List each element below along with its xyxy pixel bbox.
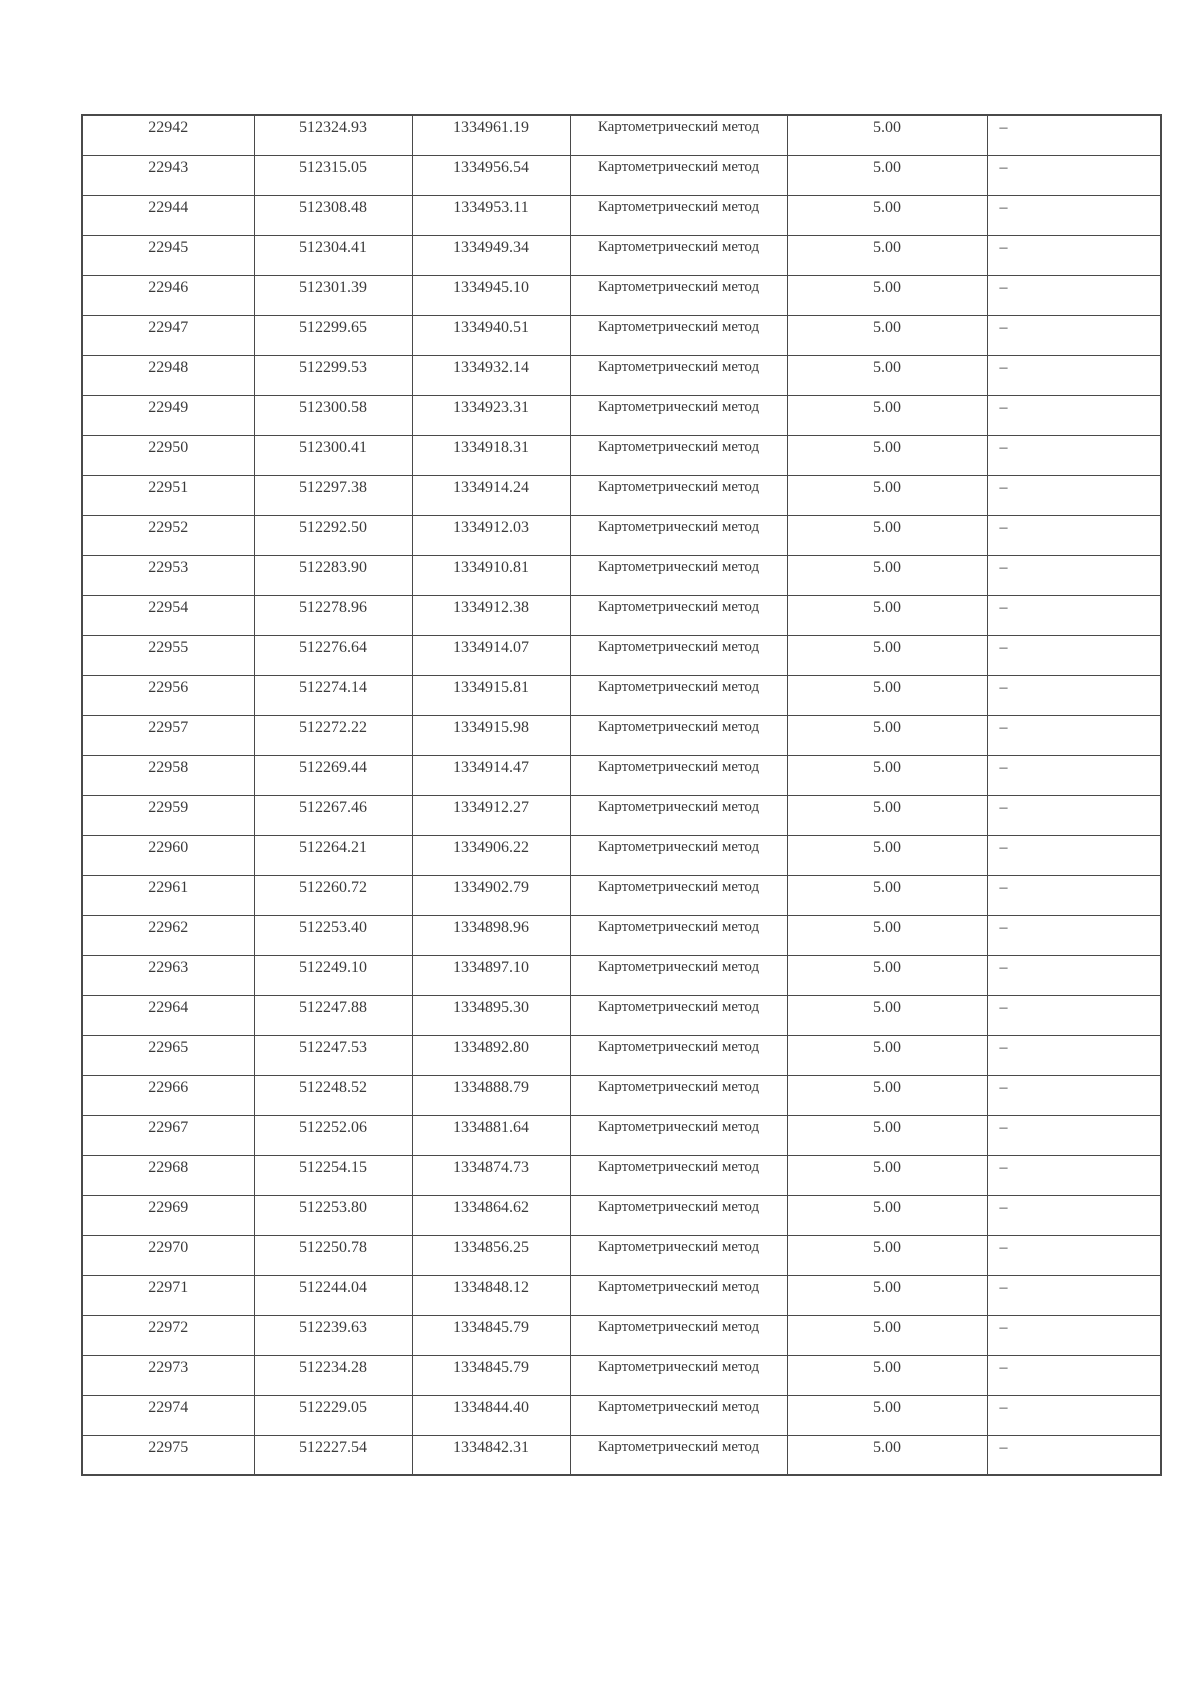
table-row	[82, 1195, 1161, 1235]
table-row	[82, 515, 1161, 555]
y-coordinate-cell: 1334949.34	[412, 235, 570, 275]
point-number-cell: 22974	[82, 1395, 254, 1435]
point-number-cell: 22947	[82, 315, 254, 355]
y-coordinate-cell: 1334915.81	[412, 675, 570, 715]
coordinates-table	[81, 114, 1162, 1476]
table-row	[82, 395, 1161, 435]
note-cell: –	[987, 235, 1161, 275]
method-cell: Картометрический метод	[570, 915, 787, 955]
point-number-cell: 22955	[82, 635, 254, 675]
x-coordinate-cell: 512304.41	[254, 235, 412, 275]
note-cell: –	[987, 315, 1161, 355]
note-cell: –	[987, 155, 1161, 195]
x-coordinate-cell: 512264.21	[254, 835, 412, 875]
x-coordinate-cell: 512234.28	[254, 1355, 412, 1395]
x-coordinate-cell: 512278.96	[254, 595, 412, 635]
note-cell: –	[987, 1075, 1161, 1115]
note-cell: –	[987, 1315, 1161, 1355]
x-coordinate-cell: 512308.48	[254, 195, 412, 235]
note-cell: –	[987, 995, 1161, 1035]
y-coordinate-cell: 1334923.31	[412, 395, 570, 435]
y-coordinate-cell: 1334897.10	[412, 955, 570, 995]
x-coordinate-cell: 512252.06	[254, 1115, 412, 1155]
x-coordinate-cell: 512292.50	[254, 515, 412, 555]
method-cell: Картометрический метод	[570, 195, 787, 235]
x-coordinate-cell: 512276.64	[254, 635, 412, 675]
y-coordinate-cell: 1334864.62	[412, 1195, 570, 1235]
accuracy-cell: 5.00	[787, 275, 987, 315]
point-number-cell: 22950	[82, 435, 254, 475]
note-cell: –	[987, 755, 1161, 795]
y-coordinate-cell: 1334902.79	[412, 875, 570, 915]
table-row	[82, 435, 1161, 475]
note-cell: –	[987, 1115, 1161, 1155]
accuracy-cell: 5.00	[787, 1235, 987, 1275]
table-body	[82, 115, 1161, 1475]
note-cell: –	[987, 955, 1161, 995]
table-row	[82, 835, 1161, 875]
table-row	[82, 1155, 1161, 1195]
point-number-cell: 22961	[82, 875, 254, 915]
method-cell: Картометрический метод	[570, 1435, 787, 1475]
x-coordinate-cell: 512299.53	[254, 355, 412, 395]
y-coordinate-cell: 1334914.47	[412, 755, 570, 795]
note-cell: –	[987, 355, 1161, 395]
note-cell: –	[987, 915, 1161, 955]
table-row	[82, 155, 1161, 195]
table-row	[82, 555, 1161, 595]
note-cell: –	[987, 1195, 1161, 1235]
x-coordinate-cell: 512299.65	[254, 315, 412, 355]
table-row	[82, 1435, 1161, 1475]
x-coordinate-cell: 512300.41	[254, 435, 412, 475]
table-row	[82, 355, 1161, 395]
table-row	[82, 755, 1161, 795]
y-coordinate-cell: 1334912.38	[412, 595, 570, 635]
x-coordinate-cell: 512254.15	[254, 1155, 412, 1195]
accuracy-cell: 5.00	[787, 115, 987, 155]
point-number-cell: 22970	[82, 1235, 254, 1275]
accuracy-cell: 5.00	[787, 1395, 987, 1435]
method-cell: Картометрический метод	[570, 355, 787, 395]
point-number-cell: 22968	[82, 1155, 254, 1195]
table-row	[82, 675, 1161, 715]
y-coordinate-cell: 1334881.64	[412, 1115, 570, 1155]
note-cell: –	[987, 795, 1161, 835]
table-row	[82, 955, 1161, 995]
accuracy-cell: 5.00	[787, 1315, 987, 1355]
point-number-cell: 22964	[82, 995, 254, 1035]
note-cell: –	[987, 395, 1161, 435]
note-cell: –	[987, 835, 1161, 875]
accuracy-cell: 5.00	[787, 195, 987, 235]
accuracy-cell: 5.00	[787, 1155, 987, 1195]
y-coordinate-cell: 1334888.79	[412, 1075, 570, 1115]
note-cell: –	[987, 1395, 1161, 1435]
method-cell: Картометрический метод	[570, 435, 787, 475]
point-number-cell: 22969	[82, 1195, 254, 1235]
y-coordinate-cell: 1334953.11	[412, 195, 570, 235]
table-row	[82, 115, 1161, 155]
table-row	[82, 1275, 1161, 1315]
x-coordinate-cell: 512267.46	[254, 795, 412, 835]
method-cell: Картометрический метод	[570, 155, 787, 195]
point-number-cell: 22960	[82, 835, 254, 875]
x-coordinate-cell: 512272.22	[254, 715, 412, 755]
y-coordinate-cell: 1334918.31	[412, 435, 570, 475]
x-coordinate-cell: 512229.05	[254, 1395, 412, 1435]
y-coordinate-cell: 1334845.79	[412, 1355, 570, 1395]
method-cell: Картометрический метод	[570, 795, 787, 835]
accuracy-cell: 5.00	[787, 875, 987, 915]
x-coordinate-cell: 512250.78	[254, 1235, 412, 1275]
x-coordinate-cell: 512247.53	[254, 1035, 412, 1075]
note-cell: –	[987, 1155, 1161, 1195]
x-coordinate-cell: 512300.58	[254, 395, 412, 435]
table-row	[82, 875, 1161, 915]
x-coordinate-cell: 512239.63	[254, 1315, 412, 1355]
method-cell: Картометрический метод	[570, 675, 787, 715]
point-number-cell: 22946	[82, 275, 254, 315]
note-cell: –	[987, 1435, 1161, 1475]
accuracy-cell: 5.00	[787, 1275, 987, 1315]
point-number-cell: 22957	[82, 715, 254, 755]
table-row	[82, 275, 1161, 315]
y-coordinate-cell: 1334914.07	[412, 635, 570, 675]
method-cell: Картометрический метод	[570, 1235, 787, 1275]
x-coordinate-cell: 512253.40	[254, 915, 412, 955]
y-coordinate-cell: 1334848.12	[412, 1275, 570, 1315]
point-number-cell: 22959	[82, 795, 254, 835]
note-cell: –	[987, 475, 1161, 515]
y-coordinate-cell: 1334910.81	[412, 555, 570, 595]
point-number-cell: 22954	[82, 595, 254, 635]
x-coordinate-cell: 512227.54	[254, 1435, 412, 1475]
x-coordinate-cell: 512253.80	[254, 1195, 412, 1235]
accuracy-cell: 5.00	[787, 1195, 987, 1235]
method-cell: Картометрический метод	[570, 995, 787, 1035]
y-coordinate-cell: 1334914.24	[412, 475, 570, 515]
point-number-cell: 22967	[82, 1115, 254, 1155]
accuracy-cell: 5.00	[787, 555, 987, 595]
accuracy-cell: 5.00	[787, 1075, 987, 1115]
method-cell: Картометрический метод	[570, 555, 787, 595]
method-cell: Картометрический метод	[570, 1395, 787, 1435]
note-cell: –	[987, 555, 1161, 595]
point-number-cell: 22973	[82, 1355, 254, 1395]
point-number-cell: 22965	[82, 1035, 254, 1075]
note-cell: –	[987, 275, 1161, 315]
method-cell: Картометрический метод	[570, 875, 787, 915]
x-coordinate-cell: 512324.93	[254, 115, 412, 155]
table-row	[82, 235, 1161, 275]
method-cell: Картометрический метод	[570, 515, 787, 555]
y-coordinate-cell: 1334961.19	[412, 115, 570, 155]
method-cell: Картометрический метод	[570, 235, 787, 275]
method-cell: Картометрический метод	[570, 755, 787, 795]
point-number-cell: 22962	[82, 915, 254, 955]
y-coordinate-cell: 1334892.80	[412, 1035, 570, 1075]
point-number-cell: 22972	[82, 1315, 254, 1355]
accuracy-cell: 5.00	[787, 1355, 987, 1395]
point-number-cell: 22966	[82, 1075, 254, 1115]
table-row	[82, 715, 1161, 755]
y-coordinate-cell: 1334856.25	[412, 1235, 570, 1275]
accuracy-cell: 5.00	[787, 755, 987, 795]
accuracy-cell: 5.00	[787, 155, 987, 195]
method-cell: Картометрический метод	[570, 315, 787, 355]
method-cell: Картометрический метод	[570, 595, 787, 635]
y-coordinate-cell: 1334844.40	[412, 1395, 570, 1435]
accuracy-cell: 5.00	[787, 1035, 987, 1075]
note-cell: –	[987, 715, 1161, 755]
note-cell: –	[987, 515, 1161, 555]
table-row	[82, 1315, 1161, 1355]
accuracy-cell: 5.00	[787, 955, 987, 995]
x-coordinate-cell: 512269.44	[254, 755, 412, 795]
x-coordinate-cell: 512315.05	[254, 155, 412, 195]
note-cell: –	[987, 635, 1161, 675]
point-number-cell: 22945	[82, 235, 254, 275]
y-coordinate-cell: 1334842.31	[412, 1435, 570, 1475]
point-number-cell: 22975	[82, 1435, 254, 1475]
y-coordinate-cell: 1334845.79	[412, 1315, 570, 1355]
accuracy-cell: 5.00	[787, 635, 987, 675]
note-cell: –	[987, 1275, 1161, 1315]
note-cell: –	[987, 195, 1161, 235]
accuracy-cell: 5.00	[787, 915, 987, 955]
y-coordinate-cell: 1334956.54	[412, 155, 570, 195]
y-coordinate-cell: 1334906.22	[412, 835, 570, 875]
accuracy-cell: 5.00	[787, 595, 987, 635]
table-row	[82, 1035, 1161, 1075]
x-coordinate-cell: 512244.04	[254, 1275, 412, 1315]
table-row	[82, 1235, 1161, 1275]
method-cell: Картометрический метод	[570, 1195, 787, 1235]
x-coordinate-cell: 512283.90	[254, 555, 412, 595]
y-coordinate-cell: 1334915.98	[412, 715, 570, 755]
accuracy-cell: 5.00	[787, 435, 987, 475]
method-cell: Картометрический метод	[570, 1275, 787, 1315]
accuracy-cell: 5.00	[787, 1435, 987, 1475]
table-row	[82, 1115, 1161, 1155]
x-coordinate-cell: 512274.14	[254, 675, 412, 715]
point-number-cell: 22949	[82, 395, 254, 435]
method-cell: Картометрический метод	[570, 275, 787, 315]
table-row	[82, 1395, 1161, 1435]
y-coordinate-cell: 1334932.14	[412, 355, 570, 395]
y-coordinate-cell: 1334940.51	[412, 315, 570, 355]
method-cell: Картометрический метод	[570, 955, 787, 995]
y-coordinate-cell: 1334895.30	[412, 995, 570, 1035]
note-cell: –	[987, 1235, 1161, 1275]
y-coordinate-cell: 1334898.96	[412, 915, 570, 955]
point-number-cell: 22948	[82, 355, 254, 395]
accuracy-cell: 5.00	[787, 675, 987, 715]
table-row	[82, 595, 1161, 635]
y-coordinate-cell: 1334912.27	[412, 795, 570, 835]
method-cell: Картометрический метод	[570, 1115, 787, 1155]
note-cell: –	[987, 675, 1161, 715]
note-cell: –	[987, 875, 1161, 915]
x-coordinate-cell: 512248.52	[254, 1075, 412, 1115]
table-row	[82, 315, 1161, 355]
table-row	[82, 475, 1161, 515]
method-cell: Картометрический метод	[570, 1355, 787, 1395]
method-cell: Картометрический метод	[570, 635, 787, 675]
point-number-cell: 22944	[82, 195, 254, 235]
method-cell: Картометрический метод	[570, 835, 787, 875]
x-coordinate-cell: 512249.10	[254, 955, 412, 995]
accuracy-cell: 5.00	[787, 235, 987, 275]
x-coordinate-cell: 512260.72	[254, 875, 412, 915]
y-coordinate-cell: 1334945.10	[412, 275, 570, 315]
point-number-cell: 22942	[82, 115, 254, 155]
point-number-cell: 22963	[82, 955, 254, 995]
point-number-cell: 22953	[82, 555, 254, 595]
point-number-cell: 22958	[82, 755, 254, 795]
method-cell: Картометрический метод	[570, 1315, 787, 1355]
table-row	[82, 195, 1161, 235]
method-cell: Картометрический метод	[570, 1075, 787, 1115]
note-cell: –	[987, 595, 1161, 635]
method-cell: Картометрический метод	[570, 1155, 787, 1195]
y-coordinate-cell: 1334874.73	[412, 1155, 570, 1195]
point-number-cell: 22951	[82, 475, 254, 515]
accuracy-cell: 5.00	[787, 995, 987, 1035]
accuracy-cell: 5.00	[787, 475, 987, 515]
method-cell: Картометрический метод	[570, 1035, 787, 1075]
note-cell: –	[987, 1035, 1161, 1075]
note-cell: –	[987, 1355, 1161, 1395]
accuracy-cell: 5.00	[787, 715, 987, 755]
x-coordinate-cell: 512297.38	[254, 475, 412, 515]
table-row	[82, 795, 1161, 835]
point-number-cell: 22956	[82, 675, 254, 715]
y-coordinate-cell: 1334912.03	[412, 515, 570, 555]
method-cell: Картометрический метод	[570, 115, 787, 155]
note-cell: –	[987, 115, 1161, 155]
point-number-cell: 22952	[82, 515, 254, 555]
x-coordinate-cell: 512301.39	[254, 275, 412, 315]
accuracy-cell: 5.00	[787, 355, 987, 395]
accuracy-cell: 5.00	[787, 515, 987, 555]
table-row	[82, 1075, 1161, 1115]
accuracy-cell: 5.00	[787, 835, 987, 875]
accuracy-cell: 5.00	[787, 315, 987, 355]
accuracy-cell: 5.00	[787, 395, 987, 435]
note-cell: –	[987, 435, 1161, 475]
point-number-cell: 22971	[82, 1275, 254, 1315]
table-row	[82, 1355, 1161, 1395]
method-cell: Картометрический метод	[570, 395, 787, 435]
x-coordinate-cell: 512247.88	[254, 995, 412, 1035]
method-cell: Картометрический метод	[570, 475, 787, 515]
accuracy-cell: 5.00	[787, 1115, 987, 1155]
point-number-cell: 22943	[82, 155, 254, 195]
method-cell: Картометрический метод	[570, 715, 787, 755]
table-row	[82, 915, 1161, 955]
accuracy-cell: 5.00	[787, 795, 987, 835]
table-row	[82, 635, 1161, 675]
table-row	[82, 995, 1161, 1035]
